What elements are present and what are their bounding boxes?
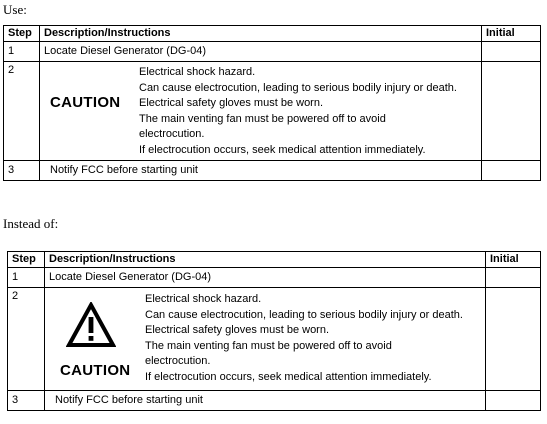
step-number: 1: [8, 268, 45, 288]
caution-line: Electrical shock hazard.: [139, 66, 256, 78]
step-description: Notify FCC before starting unit: [45, 391, 486, 411]
caution-line: The main venting fan must be powered off to avoid: [139, 112, 386, 125]
initial-cell[interactable]: [482, 62, 541, 161]
procedure-table-instead: [7, 251, 541, 411]
step-description: Locate Diesel Generator (DG-04): [45, 268, 486, 288]
caution-line: Can cause electrocution, leading to serious bodily injury or death.: [145, 308, 463, 321]
caution-text: [139, 65, 479, 158]
instead-of-label: Instead of:: [3, 216, 59, 231]
initial-cell[interactable]: [486, 391, 541, 411]
table-row: [8, 391, 541, 411]
table-row: [4, 161, 541, 181]
table-row: [4, 42, 541, 62]
warning-triangle-icon: [66, 302, 116, 348]
step-number: 3: [4, 161, 40, 181]
caution-block: [40, 62, 482, 161]
caution-line: Electrical safety gloves must be worn.: [145, 324, 330, 336]
initial-cell[interactable]: [482, 161, 541, 181]
caution-line: Can cause electrocution, leading to serious bodily injury or death.: [139, 81, 457, 94]
step-number: 2: [4, 62, 40, 161]
step-number: 3: [8, 391, 45, 411]
step-description: Notify FCC before starting unit: [40, 161, 482, 181]
use-label: Use:: [3, 2, 27, 17]
initial-cell[interactable]: [486, 268, 541, 288]
header-initial: Initial: [482, 26, 541, 42]
caution-line: Electrical safety gloves must be worn.: [139, 97, 324, 109]
header-step: Step: [4, 26, 40, 42]
header-description: Description/Instructions: [45, 252, 486, 268]
header-initial: Initial: [486, 252, 541, 268]
header-description: Description/Instructions: [40, 26, 482, 42]
caution-line: If electrocution occurs, seek medical attention immediately.: [139, 143, 426, 156]
table-header-row: [8, 252, 541, 268]
table-header-row: [4, 26, 541, 42]
table-row: [8, 268, 541, 288]
caution-line: If electrocution occurs, seek medical attention immediately.: [145, 370, 432, 383]
step-description: Locate Diesel Generator (DG-04): [40, 42, 482, 62]
caution-line: electrocution.: [139, 128, 205, 140]
step-number: 2: [8, 288, 45, 391]
caution-line: Electrical shock hazard.: [145, 293, 262, 305]
initial-cell[interactable]: [486, 288, 541, 391]
caution-line: The main venting fan must be powered off to avoid: [145, 339, 392, 352]
procedure-table-use: [3, 25, 541, 181]
table-row: [8, 288, 541, 391]
initial-cell[interactable]: [482, 42, 541, 62]
caution-line: electrocution.: [145, 355, 211, 367]
caution-word: CAUTION: [60, 362, 131, 379]
table-row: [4, 62, 541, 161]
caution-word: CAUTION: [50, 94, 121, 111]
header-step: Step: [8, 252, 45, 268]
caution-text: [145, 292, 485, 385]
step-number: 1: [4, 42, 40, 62]
caution-block: [45, 288, 486, 391]
